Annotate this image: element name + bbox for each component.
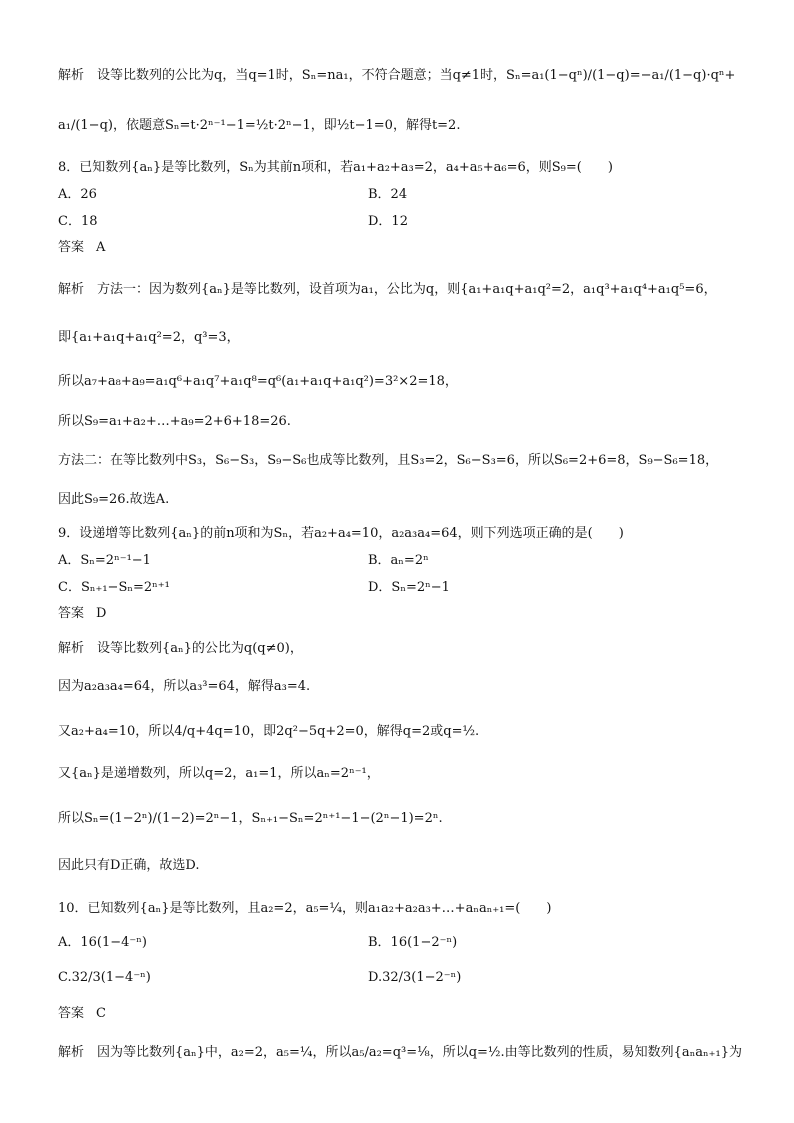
answer-value: A xyxy=(96,240,106,255)
text-line: 因为a₂a₃a₄=64，所以a₃³=64，解得a₃=4. xyxy=(58,679,311,694)
text-line: 又{aₙ}是递增数列，所以q=2，a₁=1，所以aₙ=2ⁿ⁻¹， xyxy=(58,766,380,781)
option-a: A．Sₙ=2ⁿ⁻¹−1 xyxy=(58,553,151,568)
text-line: 因此S₉=26.故选A. xyxy=(58,492,170,507)
text-line: 解析 方法一：因为数列{aₙ}是等比数列，设首项为a₁，公比为q，则{a₁+a₁q+a₁q²=2，a₁q³+a₁q⁴+a₁q⁵=6， xyxy=(58,282,717,297)
question-9: 9．设递增等比数列{aₙ}的前n项和为Sₙ，若a₂+a₄=10，a₂a₃a₄=64，则下列选项正确的是( ) xyxy=(58,526,624,541)
answer-value: D xyxy=(96,606,107,621)
text-line: 所以Sₙ=(1−2ⁿ)/(1−2)=2ⁿ−1，Sₙ₊₁−Sₙ=2ⁿ⁺¹−1−(2ⁿ−1)=2ⁿ. xyxy=(58,811,443,826)
answer-label: 答案 xyxy=(58,240,85,255)
text-line: 方法二：在等比数列中S₃，S₆−S₃，S₉−S₆也成等比数列，且S₃=2，S₆−S₃=6，所以S₆=2+6=8，S₉−S₆=18， xyxy=(58,453,719,468)
option-a: A．16(1−4⁻ⁿ) xyxy=(58,935,147,950)
text-line: a₁/(1−q)，依题意Sₙ=t·2ⁿ⁻¹−1=½t·2ⁿ−1，即½t−1=0，解得t=2. xyxy=(58,118,461,133)
text-line: 解析 设等比数列{aₙ}的公比为q(q≠0)， xyxy=(58,641,303,656)
answer-label: 答案 xyxy=(58,1006,85,1021)
question-8: 8．已知数列{aₙ}是等比数列，Sₙ为其前n项和，若a₁+a₂+a₃=2，a₄+a₅+a₆=6，则S₉=( ) xyxy=(58,160,613,175)
question-10: 10．已知数列{aₙ}是等比数列，且a₂=2，a₅=¼，则a₁a₂+a₂a₃+…+aₙaₙ₊₁=( ) xyxy=(58,901,552,916)
answer-label: 答案 xyxy=(58,606,85,621)
text-line: 所以a₇+a₈+a₉=a₁q⁶+a₁q⁷+a₁q⁸=q⁶(a₁+a₁q+a₁q²)=3²×2=18， xyxy=(58,374,458,389)
option-d: D．12 xyxy=(368,214,408,229)
option-b: B．aₙ=2ⁿ xyxy=(368,553,429,568)
option-c: C.32/3(1−4⁻ⁿ) xyxy=(58,970,151,985)
text-line: 解析 因为等比数列{aₙ}中，a₂=2，a₅=¼，所以a₅/a₂=q³=⅛，所以q=½.由等比数列的性质，易知数列{aₙaₙ₊₁}为 xyxy=(58,1045,743,1060)
text-line: 因此只有D正确，故选D. xyxy=(58,858,200,873)
text-line: 又a₂+a₄=10，所以4/q+4q=10，即2q²−5q+2=0，解得q=2或q=½. xyxy=(58,724,480,739)
answer-line xyxy=(58,240,105,256)
option-c: C．Sₙ₊₁−Sₙ=2ⁿ⁺¹ xyxy=(58,580,170,595)
text-line: 所以S₉=a₁+a₂+…+a₉=2+6+18=26. xyxy=(58,414,291,429)
option-b: B．24 xyxy=(368,187,408,202)
option-d: D.32/3(1−2⁻ⁿ) xyxy=(368,970,462,985)
option-b: B．16(1−2⁻ⁿ) xyxy=(368,935,458,950)
option-d: D．Sₙ=2ⁿ−1 xyxy=(368,580,450,595)
text-line: 解析 设等比数列的公比为q，当q=1时，Sₙ=na₁，不符合题意；当q≠1时，Sₙ=a₁(1−qⁿ)/(1−q)=−a₁/(1−q)·qⁿ+ xyxy=(58,68,736,83)
answer-value: C xyxy=(96,1006,106,1021)
option-a: A．26 xyxy=(58,187,97,202)
text-line: 即{a₁+a₁q+a₁q²=2，q³=3， xyxy=(58,330,240,345)
answer-line xyxy=(58,606,106,622)
answer-line xyxy=(58,1006,106,1022)
option-c: C．18 xyxy=(58,214,98,229)
